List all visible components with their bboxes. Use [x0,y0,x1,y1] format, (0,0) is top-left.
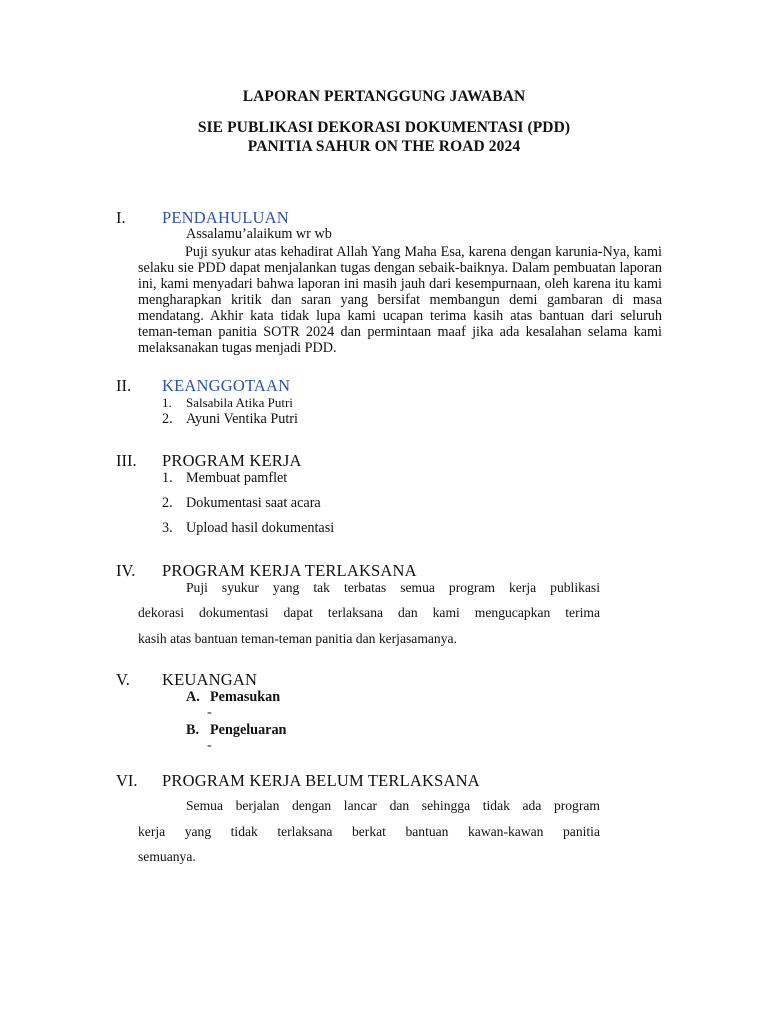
introduction-text: Puji syukur atas kehadirat Allah Yang Maha Esa, karena dengan karunia-Nya, kami selaku sie PDD dapat menjalankan tugas dengan sebaik-baiknya. Dalam pembuatan laporan ini, kami menyadari bahwa laporan ini masih jauh dari kesempurnaan, oleh karena itu kami mengharapkan kritik dan saran yang bersifat membangun demi gambaran di masa mendatang. Akhir kata tidak lupa kami ucapan terima kasih atas bantuan dari seluruh teman-teman panitia SOTR 2024 dan permintaan maaf jika ada kesalahan selama kami melaksanakan tugas menjadi PDD. [138,244,662,356]
document-subtitle-committee: PANITIA SAHUR ON THE ROAD 2024 [247,138,521,155]
program-item [162,495,321,512]
section-5-heading: KEUANGAN [162,670,258,689]
section-6-heading: PROGRAM KERJA BELUM TERLAKSANA [162,771,480,790]
section-1-heading: PENDAHULUAN [162,208,289,227]
program-text: Membuat pamflet [186,470,288,486]
paragraph-line: semuanya. [138,849,196,864]
introduction-paragraph [138,244,662,356]
section-4-heading: PROGRAM KERJA TERLAKSANA [162,561,417,580]
sub-number: A. [186,689,200,705]
program-text: Upload hasil dokumentasi [186,520,335,536]
section-4-number: IV. [116,561,136,580]
program-item [162,470,287,487]
list-number: 2. [162,495,173,511]
income-value: - [207,705,212,720]
program-item [162,520,334,537]
member-name: Ayuni Ventika Putri [186,411,298,427]
sub-number: B. [186,722,200,738]
greeting: Assalamu’alaikum wr wb [186,226,332,242]
expense-text: Pengeluaran [210,722,287,738]
list-number: 2. [162,411,173,427]
section-6-number: VI. [116,771,138,790]
section-2-heading: KEANGGOTAAN [162,376,291,395]
paragraph-line: Semua berjalan dengan lancar dan sehingga tidak ada program [186,798,600,813]
program-text: Dokumentasi saat acara [186,495,321,511]
section-3-number: III. [116,451,137,470]
member-item [162,411,298,428]
list-number: 1. [162,470,173,486]
paragraph-line: Puji syukur yang tak terbatas semua program kerja publikasi [186,580,600,595]
expense-value: - [207,738,212,753]
section-2-number: II. [116,376,132,395]
section-5-number: V. [116,670,130,689]
paragraph-line: kasih atas bantuan teman-teman panitia dan kerjasamanya. [138,631,457,646]
paragraph-line: kerja yang tidak terlaksana berkat bantuan kawan-kawan panitia [138,824,600,839]
document-subtitle: SIE PUBLIKASI DEKORASI DOKUMENTASI (PDD) [197,119,571,136]
list-number: 3. [162,520,173,536]
member-item [162,395,293,411]
expense-label [186,722,286,739]
section-3-heading: PROGRAM KERJA [162,451,302,470]
income-label [186,689,280,706]
income-text: Pemasukan [210,689,281,705]
document-title: LAPORAN PERTANGGUNG JAWABAN [242,88,526,105]
member-name: Salsabila Atika Putri [186,395,293,410]
paragraph-line: dekorasi dokumentasi dapat terlaksana dan kami mengucapkan terima [138,605,600,620]
list-number: 1. [162,395,172,410]
section-1-number: I. [116,208,126,227]
